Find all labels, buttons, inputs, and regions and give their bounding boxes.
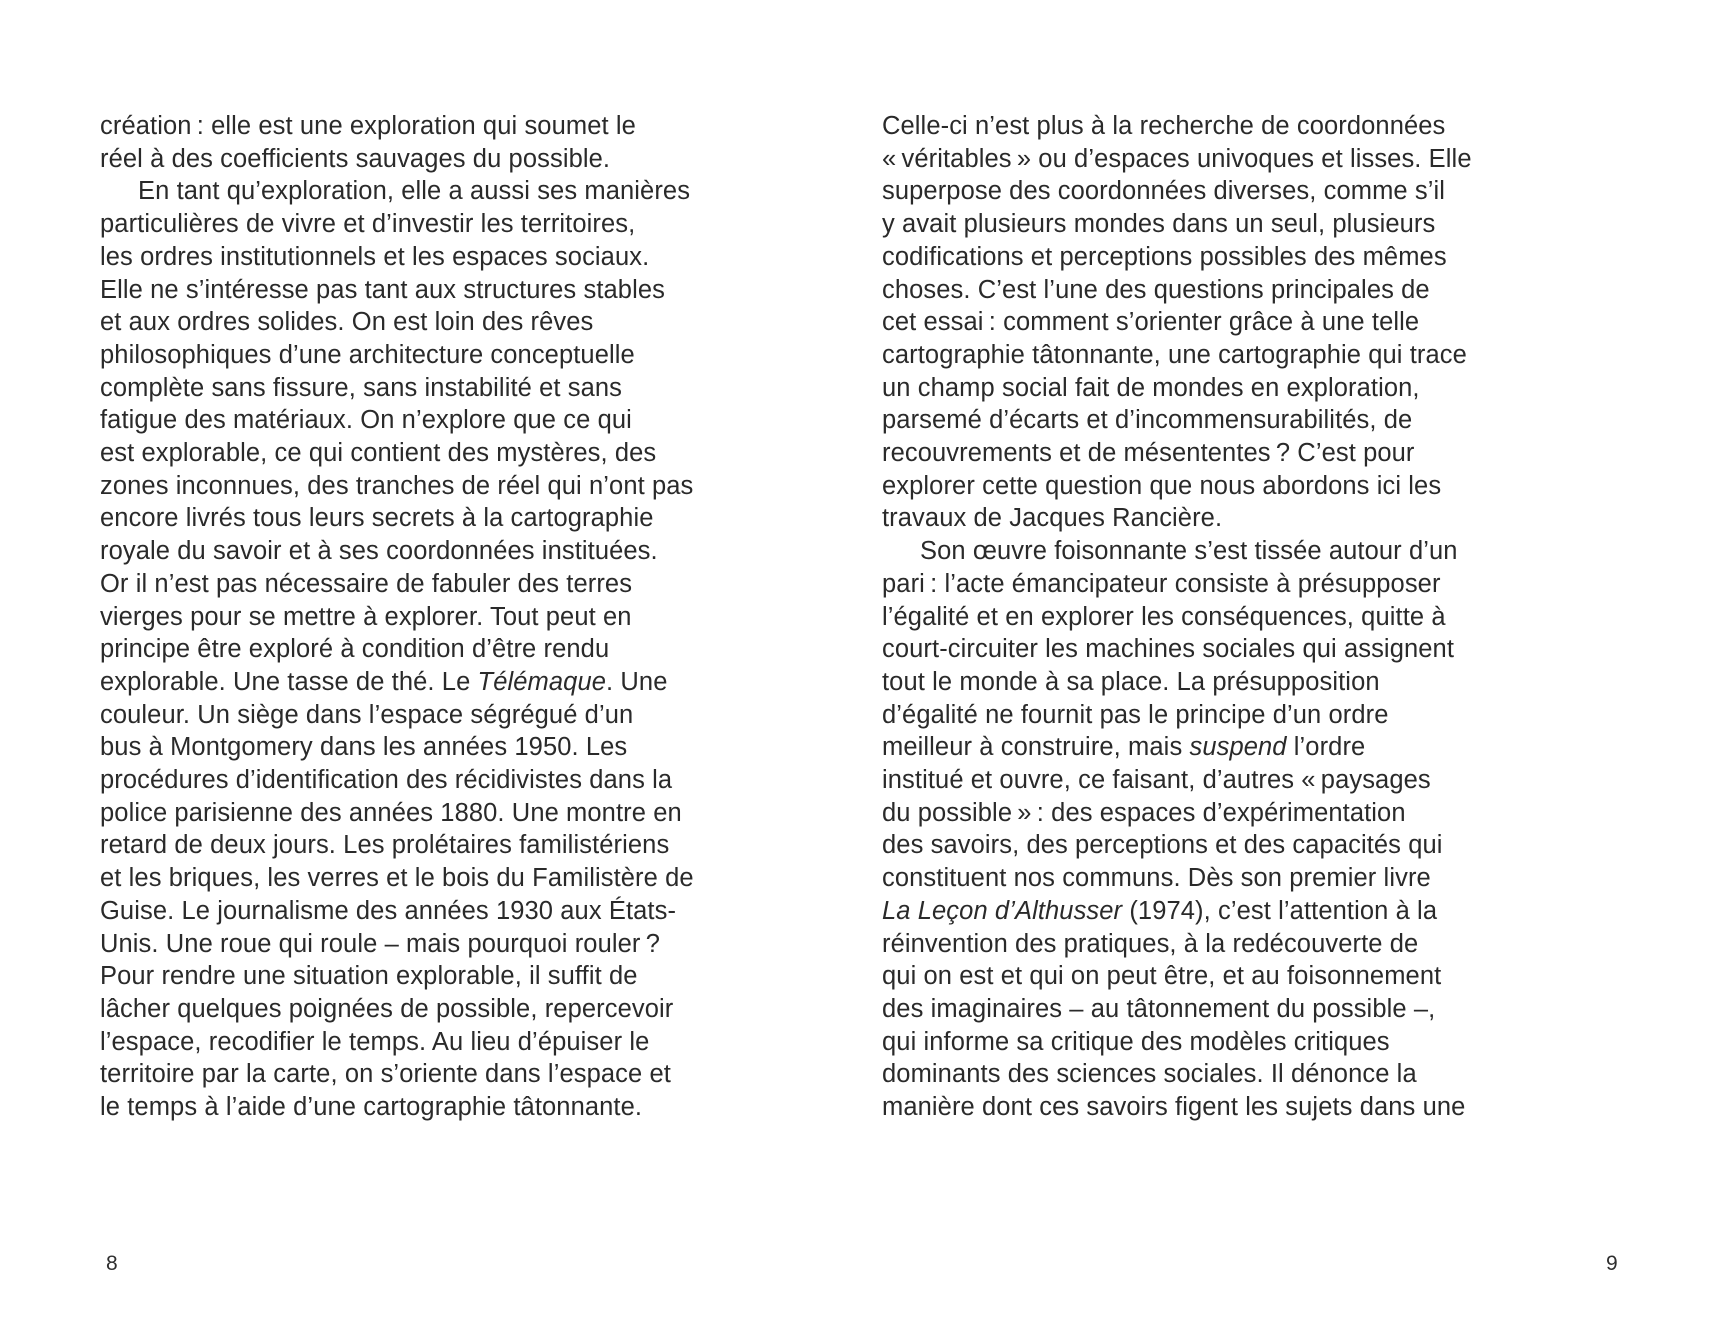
text-line: [882, 568, 1490, 601]
text-line: [100, 666, 700, 699]
text-segment: le temps à l’aide d’une cartographie tâtonnante.: [100, 1093, 643, 1122]
text-segment: fatigue des matériaux. On n’explore que ce qui: [100, 406, 632, 435]
text-line: [100, 1026, 700, 1059]
text-line: [100, 143, 700, 176]
text-line: [100, 241, 700, 274]
text-line: [882, 829, 1490, 862]
text-line: [882, 993, 1490, 1026]
text-segment: travaux de Jacques Rancière.: [882, 504, 1223, 533]
text-segment: police parisienne des années 1880. Une montre en: [100, 798, 682, 827]
text-segment: recouvrements et de mésententes ? C’est pour: [882, 439, 1415, 468]
text-line: [100, 797, 700, 830]
text-line: [100, 633, 700, 666]
text-segment: est explorable, ce qui contient des mystères, des: [100, 439, 657, 468]
text-segment: tout le monde à sa place. La présupposition: [882, 667, 1380, 696]
text-line: [100, 372, 700, 405]
text-segment: philosophiques d’une architecture conceptuelle: [100, 340, 635, 369]
text-line: [100, 110, 700, 143]
text-line: [882, 895, 1490, 928]
text-segment: Son œuvre foisonnante s’est tissée autour d’un: [920, 537, 1458, 566]
text-segment: et les briques, les verres et le bois du Familistère de: [100, 864, 694, 893]
text-segment: procédures d’identification des récidivistes dans la: [100, 766, 673, 795]
text-segment: un champ social fait de mondes en exploration,: [882, 373, 1420, 402]
text-line: [882, 502, 1490, 535]
text-segment: réinvention des pratiques, à la redécouverte de: [882, 929, 1419, 958]
text-segment: bus à Montgomery dans les années 1950. Les: [100, 733, 628, 762]
text-segment: cartographie tâtonnante, une cartographie qui trace: [882, 340, 1467, 369]
left-page-text: [100, 110, 700, 1124]
text-segment: qui on est et qui on peut être, et au foisonnement: [882, 962, 1442, 991]
text-segment: réel à des coefficients sauvages du possible.: [100, 144, 611, 173]
text-line: [100, 960, 700, 993]
text-line: [882, 470, 1490, 503]
text-line: [100, 1091, 700, 1124]
text-segment: les ordres institutionnels et les espaces sociaux.: [100, 242, 650, 271]
text-segment: court-circuiter les machines sociales qui assignent: [882, 635, 1455, 664]
text-segment: Or il n’est pas nécessaire de fabuler des terres: [100, 569, 633, 598]
page-number-right: 9: [1606, 1252, 1618, 1275]
text-segment: encore livrés tous leurs secrets à la cartographie: [100, 504, 654, 533]
text-segment: institué et ouvre, ce faisant, d’autres « paysages: [882, 766, 1431, 795]
text-segment: Pour rendre une situation explorable, il suffit de: [100, 962, 638, 991]
text-line: [100, 895, 700, 928]
text-line: [882, 797, 1490, 830]
text-segment: retard de deux jours. Les prolétaires familistériens: [100, 831, 670, 860]
text-line: [100, 274, 700, 307]
text-line: [882, 404, 1490, 437]
text-segment: particulières de vivre et d’investir les territoires,: [100, 210, 636, 239]
text-segment: des imaginaires – au tâtonnement du possible –,: [882, 994, 1436, 1023]
text-line: [882, 110, 1490, 143]
italic-text-segment: suspend: [1189, 733, 1287, 762]
text-line: [100, 1058, 700, 1091]
text-segment: l’ordre: [1286, 733, 1366, 762]
text-segment: vierges pour se mettre à explorer. Tout peut en: [100, 602, 632, 631]
text-segment: superpose des coordonnées diverses, comme s’il: [882, 177, 1446, 206]
italic-text-segment: Télémaque: [477, 667, 607, 696]
text-line: [100, 306, 700, 339]
text-line: [882, 274, 1490, 307]
text-line: [100, 829, 700, 862]
text-segment: choses. C’est l’une des questions principales de: [882, 275, 1430, 304]
text-segment: territoire par la carte, on s’oriente dans l’espace et: [100, 1060, 671, 1089]
text-line: [882, 339, 1490, 372]
text-line: [100, 731, 700, 764]
text-line: [100, 993, 700, 1026]
text-line: [882, 372, 1490, 405]
text-segment: y avait plusieurs mondes dans un seul, plusieurs: [882, 210, 1436, 239]
text-segment: qui informe sa critique des modèles critiques: [882, 1027, 1390, 1056]
text-segment: Unis. Une roue qui roule – mais pourquoi rouler ?: [100, 929, 660, 958]
text-line: [882, 437, 1490, 470]
text-line: [882, 535, 1490, 568]
text-line: [100, 339, 700, 372]
text-segment: (1974), c’est l’attention à la: [1122, 896, 1438, 925]
text-segment: En tant qu’exploration, elle a aussi ses manières: [138, 177, 691, 206]
text-line: [100, 470, 700, 503]
text-segment: d’égalité ne fournit pas le principe d’un ordre: [882, 700, 1389, 729]
text-line: [882, 928, 1490, 961]
text-segment: pari : l’acte émancipateur consiste à présupposer: [882, 569, 1441, 598]
text-line: [882, 241, 1490, 274]
text-segment: manière dont ces savoirs figent les sujets dans une: [882, 1093, 1466, 1122]
text-line: [882, 1091, 1490, 1124]
text-line: [100, 862, 700, 895]
text-line: [100, 568, 700, 601]
text-segment: complète sans fissure, sans instabilité et sans: [100, 373, 623, 402]
text-line: [882, 862, 1490, 895]
text-line: [882, 601, 1490, 634]
text-line: [882, 960, 1490, 993]
text-segment: couleur. Un siège dans l’espace ségrégué d’un: [100, 700, 634, 729]
text-segment: lâcher quelques poignées de possible, repercevoir: [100, 994, 674, 1023]
text-segment: Celle-ci n’est plus à la recherche de coordonnées: [882, 112, 1446, 140]
text-line: [882, 143, 1490, 176]
text-segment: et aux ordres solides. On est loin des rêves: [100, 308, 594, 337]
text-line: [100, 208, 700, 241]
text-segment: « véritables » ou d’espaces univoques et lisses. Elle: [882, 144, 1472, 173]
text-segment: Elle ne s’intéresse pas tant aux structures stables: [100, 275, 665, 304]
text-line: [100, 502, 700, 535]
text-line: [100, 404, 700, 437]
text-segment: principe être exploré à condition d’être rendu: [100, 635, 610, 664]
text-segment: constituent nos communs. Dès son premier livre: [882, 864, 1431, 893]
text-line: [882, 1026, 1490, 1059]
text-segment: parsemé d’écarts et d’incommensurabilités, de: [882, 406, 1413, 435]
text-segment: explorer cette question que nous abordons ici les: [882, 471, 1442, 500]
text-segment: dominants des sciences sociales. Il dénonce la: [882, 1060, 1417, 1089]
text-segment: meilleur à construire, mais: [882, 733, 1190, 762]
text-line: [882, 1058, 1490, 1091]
text-line: [882, 699, 1490, 732]
text-segment: zones inconnues, des tranches de réel qui n’ont pas: [100, 471, 694, 500]
text-segment: . Une: [606, 667, 668, 696]
text-segment: l’égalité et en explorer les conséquences, quitte à: [882, 602, 1446, 631]
text-segment: Guise. Le journalisme des années 1930 aux États-: [100, 896, 677, 925]
text-line: [882, 731, 1490, 764]
right-page-text: [882, 110, 1490, 1124]
text-segment: royale du savoir et à ses coordonnées instituées.: [100, 537, 658, 566]
page-number-left: 8: [106, 1252, 118, 1275]
text-segment: création : elle est une exploration qui soumet le: [100, 112, 636, 140]
text-line: [882, 666, 1490, 699]
text-line: [100, 764, 700, 797]
text-line: [100, 437, 700, 470]
text-line: [100, 601, 700, 634]
text-line: [882, 764, 1490, 797]
italic-text-segment: La Leçon d’Althusser: [882, 896, 1123, 925]
text-line: [882, 306, 1490, 339]
text-segment: explorable. Une tasse de thé. Le: [100, 667, 478, 696]
text-segment: du possible » : des espaces d’expérimentation: [882, 798, 1406, 827]
text-segment: l’espace, recodifier le temps. Au lieu d’épuiser le: [100, 1027, 650, 1056]
text-line: [882, 633, 1490, 666]
text-segment: cet essai : comment s’orienter grâce à une telle: [882, 308, 1420, 337]
text-line: [100, 928, 700, 961]
text-line: [882, 208, 1490, 241]
text-line: [882, 175, 1490, 208]
text-line: [100, 535, 700, 568]
text-segment: des savoirs, des perceptions et des capacités qui: [882, 831, 1443, 860]
text-line: [100, 699, 700, 732]
text-line: [100, 175, 700, 208]
text-segment: codifications et perceptions possibles des mêmes: [882, 242, 1447, 271]
